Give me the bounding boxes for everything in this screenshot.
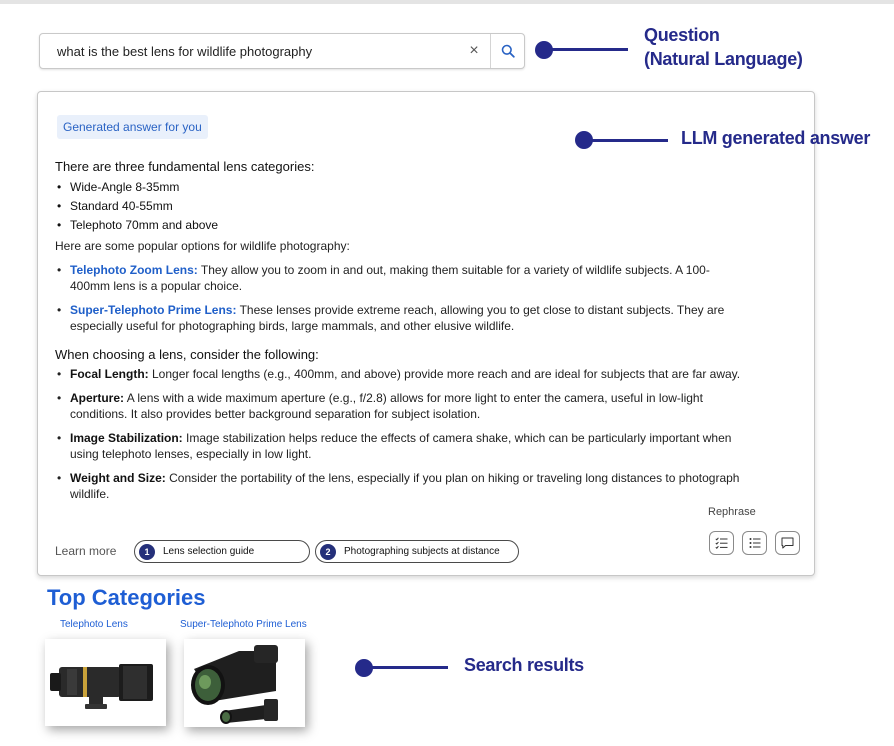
generated-answer-card [37,91,815,576]
list-item: • Wide-Angle 8-35mm [55,178,745,197]
super-telephoto-lens-image [184,639,305,727]
list-item [55,302,745,334]
annotation-line-results [370,666,448,669]
consideration-term: Focal Length: [70,367,149,381]
consideration-text: Longer focal lengths (e.g., 400mm, and above) provide more reach and are ideal for subjects that are far away. [148,367,741,381]
citation-number: 2 [320,544,336,560]
lens-option-list [55,262,745,334]
consideration-term: Image Stabilization: [70,431,183,445]
chat-bubble-icon [781,537,794,549]
generated-answer-badge: Generated answer for you [57,115,208,139]
list-item [55,430,745,462]
option-term: Super-Telephoto Prime Lens: [70,303,237,317]
link-label: Photographing subjects at distance [344,546,500,557]
lens-category-list [55,178,745,235]
citation-number: 1 [139,544,155,560]
category-link-telephoto-lens[interactable]: Telephoto Lens [60,619,128,630]
consideration-list [55,366,745,502]
category-thumbnail-super-telephoto-prime-lens[interactable] [184,639,305,727]
option-text: They allow you to zoom in and out, making them suitable for a variety of wildlife subjects. A 100-400mm lens is a popular choice. [70,263,710,293]
top-border [0,0,894,4]
rephrase-label: Rephrase [708,506,756,518]
consideration-text: A lens with a wide maximum aperture (e.g., f/2.8) allows for more light to enter the camera, useful in low-light conditions. It also provides better background separation for subject isolation. [70,391,703,421]
list-item: • Telephoto 70mm and above [55,216,745,235]
list-item [55,470,745,502]
telephoto-lens-image [45,639,166,726]
answer-content [55,158,745,510]
clear-icon[interactable]: × [469,42,479,59]
annotation-answer-label: LLM generated answer [681,128,871,148]
annotation-results-label: Search results [464,655,584,675]
list-item [55,262,745,294]
answer-intro-options: Here are some popular options for wildlife photography: [55,239,350,253]
consideration-text: Image stabilization helps reduce the effects of camera shake, which can be particularly important when using telephoto lenses, especially in low light. [70,431,732,461]
answer-heading-considerations: When choosing a lens, consider the following: [55,347,319,362]
rephrase-summary-button[interactable] [775,531,800,555]
annotation-line-question [550,48,628,51]
learn-more-link-photographing-at-distance[interactable] [315,540,519,563]
learn-more-label: Learn more [55,544,117,558]
rephrase-step-by-step-button[interactable] [709,531,734,555]
annotation-line-answer [590,139,668,142]
search-box [39,33,525,69]
list-item [55,390,745,422]
top-categories-title: Top Categories [47,585,206,610]
list-item [55,366,745,382]
search-icon [501,44,515,58]
consideration-text: Consider the portability of the lens, especially if you plan on hiking or traveling long distances to photograph wildlife. [70,471,740,501]
checklist-icon [715,537,728,549]
rephrase-bullet-points-button[interactable] [742,531,767,555]
search-button[interactable] [490,34,525,68]
consideration-term: Weight and Size: [70,471,166,485]
consideration-term: Aperture: [70,391,125,405]
category-thumbnail-telephoto-lens[interactable] [45,639,166,726]
category-link-super-telephoto-prime-lens[interactable]: Super-Telephoto Prime Lens [180,619,307,630]
answer-heading-categories: There are three fundamental lens categories: [55,159,315,174]
option-term: Telephoto Zoom Lens: [70,263,198,277]
link-label: Lens selection guide [163,546,255,557]
list-item: • Standard 40-55mm [55,197,745,216]
learn-more-link-lens-selection-guide[interactable] [134,540,310,563]
option-text: These lenses provide extreme reach, allowing you to get close to distant subjects. They are especially useful for photographing birds, large mammals, and other elusive wildlife. [70,303,725,333]
search-input[interactable] [40,34,460,68]
bullet-list-icon [749,537,761,549]
annotation-question-label: Question (Natural Language) [644,25,803,69]
